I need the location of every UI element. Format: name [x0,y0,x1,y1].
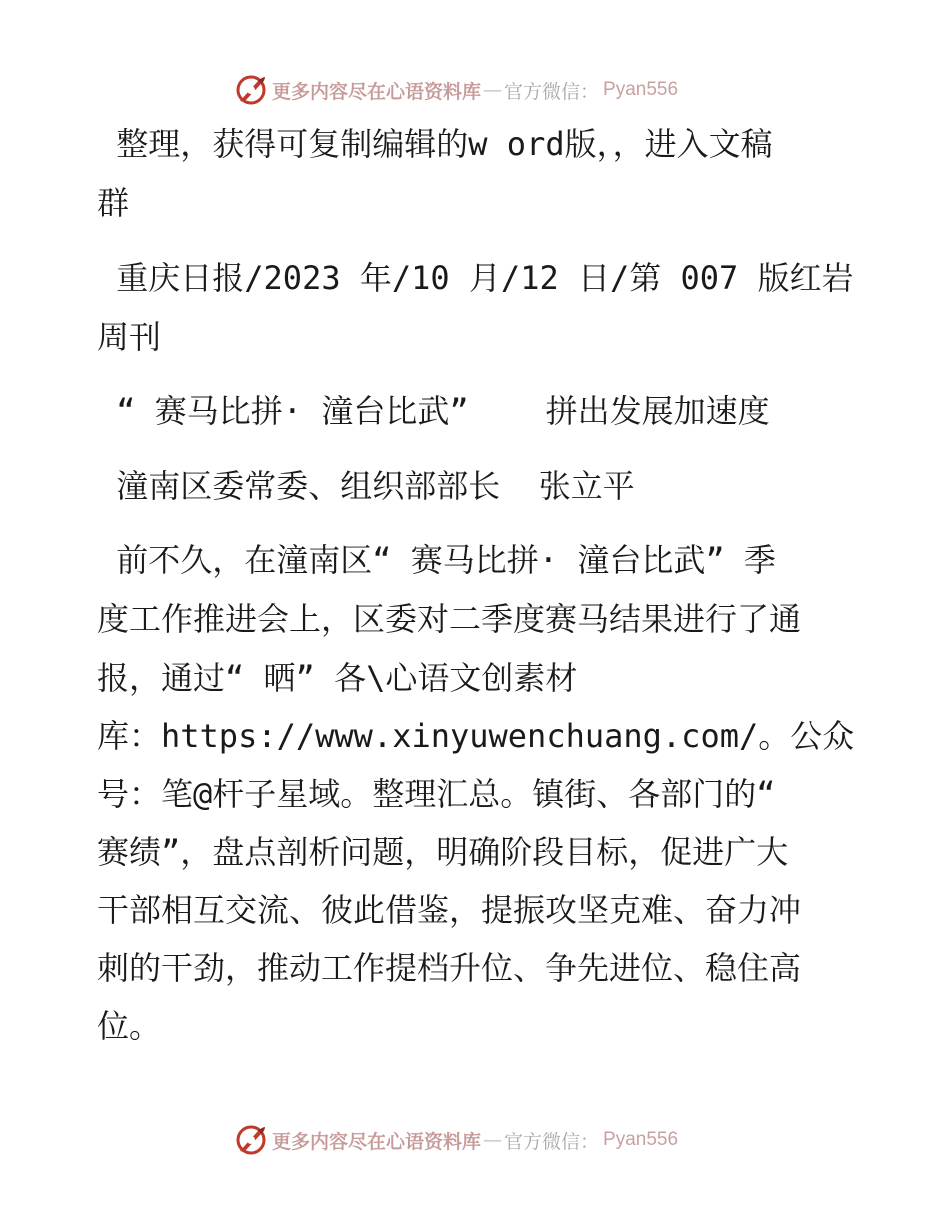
article-title: “ 赛马比拼· 潼台比武” 拼出发展加速度 [97,392,770,430]
intro-line-1: 整理，获得可复制编辑的w ord版，，进入文稿 [97,125,773,163]
banner-slogan: 更多内容尽在心语资料库 [272,80,482,103]
body-line: 报，通过“ 晒” 各\心语文创素材 [97,659,578,697]
body-line: 号：笔@杆子星域。整理汇总。镇街、各部门的“ [97,775,776,813]
banner-official-label: 官方微信： [504,80,600,103]
body-line: 库：https://www.xinyuwenchuang.com/。公众 [97,717,855,755]
intro-line-2: 群 [97,184,130,222]
source-line-2: 周刊 [97,318,162,356]
body-line: 位。 [97,1007,162,1045]
banner-official-label: 官方微信： [504,1130,600,1153]
source-line-1: 重庆日报/2023 年/10 月/12 日/第 007 版红岩 [97,259,854,297]
banner-slogan: 更多内容尽在心语资料库 [272,1130,482,1153]
banner-wechat-id: Pyan556 [603,1129,679,1150]
red-quill-logo-icon [234,1123,268,1157]
body-line: 刺的干劲，推动工作提档升位、争先进位、稳住高 [97,949,802,987]
red-quill-logo-icon [234,73,268,107]
body-line: 赛绩”，盘点剖析问题，明确阶段目标，促进广大 [97,833,789,871]
footer-banner [234,1122,678,1158]
banner-dash: — [483,1129,503,1151]
banner-wechat-id: Pyan556 [603,79,679,100]
body-line: 干部相互交流、彼此借鉴，提振攻坚克难、奋力冲 [97,891,802,929]
article-author: 潼南区委常委、组织部部长 张立平 [97,467,635,505]
header-banner [234,72,678,108]
body-line: 前不久，在潼南区“ 赛马比拼· 潼台比武” 季 [97,541,776,579]
body-line: 度工作推进会上，区委对二季度赛马结果进行了通 [97,600,802,638]
banner-dash: — [483,79,503,101]
